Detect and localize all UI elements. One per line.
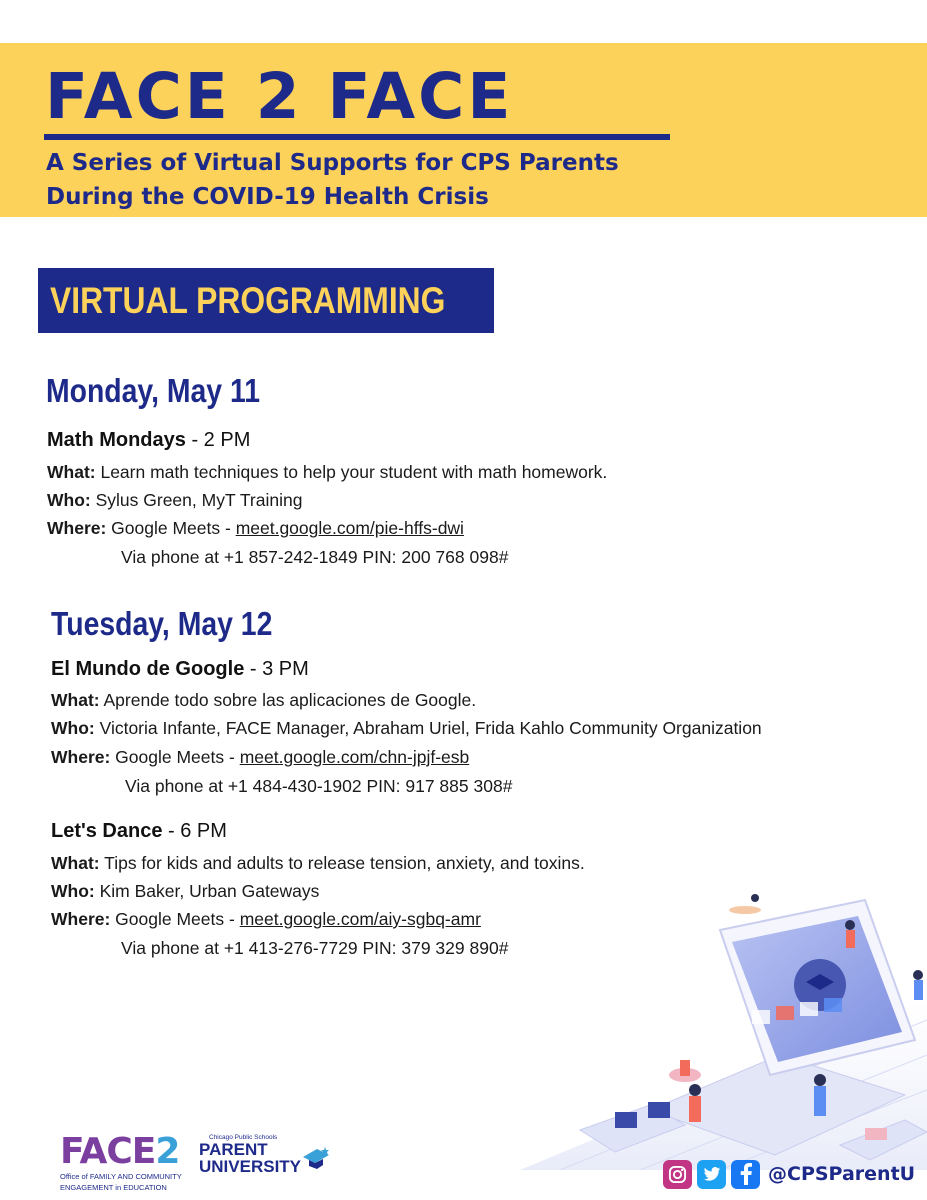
face2-logo	[60, 1131, 182, 1192]
who-label: Who:	[47, 490, 91, 510]
twitter-icon[interactable]	[697, 1160, 726, 1189]
event-where	[47, 516, 464, 540]
parent-university-line1: PARENT	[199, 1140, 268, 1159]
subtitle-line-1: A Series of Virtual Supports for CPS Parents	[46, 150, 619, 176]
page-title: FACE 2 FACE	[45, 60, 514, 133]
event-phone: Via phone at +1 413-276-7729 PIN: 379 329 890#	[121, 938, 509, 958]
social-links	[663, 1158, 915, 1190]
day-heading-tuesday: Tuesday, May 12	[51, 605, 273, 642]
section-label: VIRTUAL PROGRAMMING	[50, 280, 446, 321]
parent-university-logo	[199, 1134, 331, 1175]
where-text: Google Meets -	[110, 747, 240, 767]
graduation-cap-icon	[301, 1145, 331, 1171]
meet-link[interactable]: meet.google.com/pie-hffs-dwi	[235, 518, 464, 538]
meet-link[interactable]: meet.google.com/aiy-sgbq-amr	[239, 909, 481, 929]
face2-tagline-2: ENGAGEMENT in EDUCATION	[60, 1183, 167, 1192]
event-what	[51, 851, 585, 875]
who-label: Who:	[51, 881, 95, 901]
who-text: Victoria Infante, FACE Manager, Abraham Uriel, Frida Kahlo Community Organization	[94, 718, 762, 738]
what-label: What:	[51, 690, 100, 710]
cps-org-label: Chicago Public Schools	[209, 1134, 278, 1141]
event-time: - 6 PM	[162, 820, 227, 842]
event-where	[51, 745, 469, 769]
what-label: What:	[47, 462, 96, 482]
subtitle-line-2: During the COVID-19 Health Crisis	[46, 184, 489, 210]
who-text: Sylus Green, MyT Training	[90, 490, 303, 510]
face2-brand-face: FACE	[60, 1131, 156, 1172]
where-label: Where:	[47, 518, 107, 538]
event-name: El Mundo de Google	[51, 658, 245, 680]
isometric-laptop-illustration	[520, 880, 927, 1170]
event-name: Math Mondays	[47, 429, 186, 451]
face2-brand-2: 2	[155, 1131, 180, 1172]
event-title	[51, 818, 227, 844]
event-phone: Via phone at +1 484-430-1902 PIN: 917 885 308#	[125, 776, 513, 796]
what-text: Aprende todo sobre las aplicaciones de Google.	[99, 690, 477, 710]
meet-link[interactable]: meet.google.com/chn-jpjf-esb	[239, 747, 470, 767]
title-underline	[44, 134, 670, 140]
instagram-icon[interactable]	[663, 1160, 692, 1189]
what-text: Tips for kids and adults to release tension, anxiety, and toxins.	[99, 853, 585, 873]
what-text: Learn math techniques to help your student with math homework.	[95, 462, 608, 482]
event-what	[51, 688, 476, 712]
parent-university-line2: UNIVERSITY	[199, 1157, 302, 1176]
day-heading-monday: Monday, May 11	[46, 372, 260, 409]
where-text: Google Meets -	[110, 909, 240, 929]
where-text: Google Meets -	[106, 518, 236, 538]
where-label: Where:	[51, 747, 111, 767]
event-time: - 3 PM	[244, 658, 309, 680]
event-where	[51, 907, 481, 931]
event-title	[51, 656, 309, 682]
who-text: Kim Baker, Urban Gateways	[94, 881, 320, 901]
event-who	[51, 879, 319, 903]
who-label: Who:	[51, 718, 95, 738]
event-who	[51, 716, 762, 740]
where-label: Where:	[51, 909, 111, 929]
event-name: Let's Dance	[51, 820, 163, 842]
event-phone: Via phone at +1 857-242-1849 PIN: 200 768 098#	[121, 547, 509, 567]
what-label: What:	[51, 853, 100, 873]
event-time: - 2 PM	[185, 429, 251, 451]
facebook-icon[interactable]	[731, 1160, 760, 1189]
face2-tagline-1: Office of FAMILY AND COMMUNITY	[60, 1172, 182, 1181]
event-who	[47, 488, 302, 512]
social-handle[interactable]: @CPSParentU	[768, 1163, 916, 1185]
event-title	[47, 427, 250, 453]
event-what	[47, 460, 607, 484]
